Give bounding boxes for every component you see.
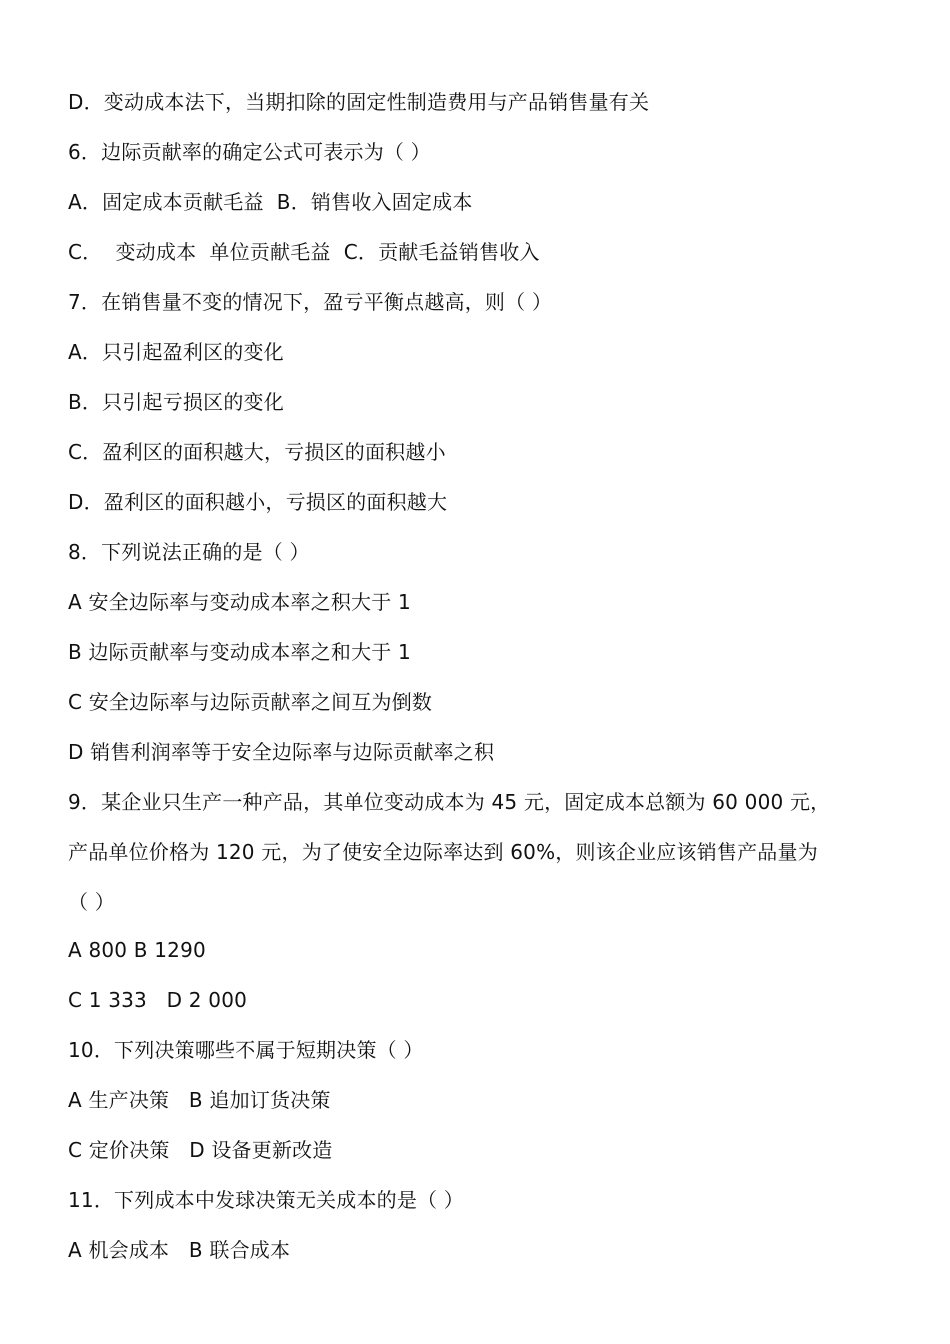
question-7-option-d: D．盈利区的面积越小，亏损区的面积越大: [68, 490, 448, 514]
question-7-stem: 7．在销售量不变的情况下，盈亏平衡点越高，则（ ）: [68, 290, 553, 314]
question-6-options-cd: C． 变动成本 单位贡献毛益 C．贡献毛益销售收入: [68, 240, 540, 264]
question-11-options-ab: A 机会成本 B 联合成本: [68, 1238, 291, 1262]
question-8-option-b: B 边际贡献率与变动成本率之和大于 1: [68, 640, 411, 664]
question-6-stem: 6．边际贡献率的确定公式可表示为（ ）: [68, 140, 431, 164]
question-7-option-b: B．只引起亏损区的变化: [68, 390, 284, 414]
question-9-blank: （ ）: [68, 890, 115, 914]
question-9-stem-line-1: 9．某企业只生产一种产品，其单位变动成本为 45 元，固定成本总额为 60 000 元，: [68, 790, 831, 814]
question-6-options-ab: A．固定成本贡献毛益 B．销售收入固定成本: [68, 190, 473, 214]
question-10-options-ab: A 生产决策 B 追加订货决策: [68, 1088, 331, 1112]
question-8-option-c: C 安全边际率与边际贡献率之间互为倒数: [68, 690, 433, 714]
question-8-stem: 8．下列说法正确的是（ ）: [68, 540, 310, 564]
question-10-options-cd: C 定价决策 D 设备更新改造: [68, 1138, 333, 1162]
question-9-options-cd: C 1 333 D 2 000: [68, 988, 248, 1012]
question-9-options-ab: A 800 B 1290: [68, 938, 206, 962]
question-8-option-a: A 安全边际率与变动成本率之积大于 1: [68, 590, 411, 614]
text-line: D．变动成本法下，当期扣除的固定性制造费用与产品销售量有关: [68, 90, 650, 114]
question-8-option-d: D 销售利润率等于安全边际率与边际贡献率之积: [68, 740, 495, 764]
question-9-stem-line-2: 产品单位价格为 120 元，为了使安全边际率达到 60%，则该企业应该销售产品量为: [68, 840, 818, 864]
question-7-option-a: A．只引起盈利区的变化: [68, 340, 284, 364]
question-11-stem: 11．下列成本中发球决策无关成本的是（ ）: [68, 1188, 465, 1212]
question-7-option-c: C．盈利区的面积越大，亏损区的面积越小: [68, 440, 446, 464]
question-10-stem: 10．下列决策哪些不属于短期决策（ ）: [68, 1038, 424, 1062]
